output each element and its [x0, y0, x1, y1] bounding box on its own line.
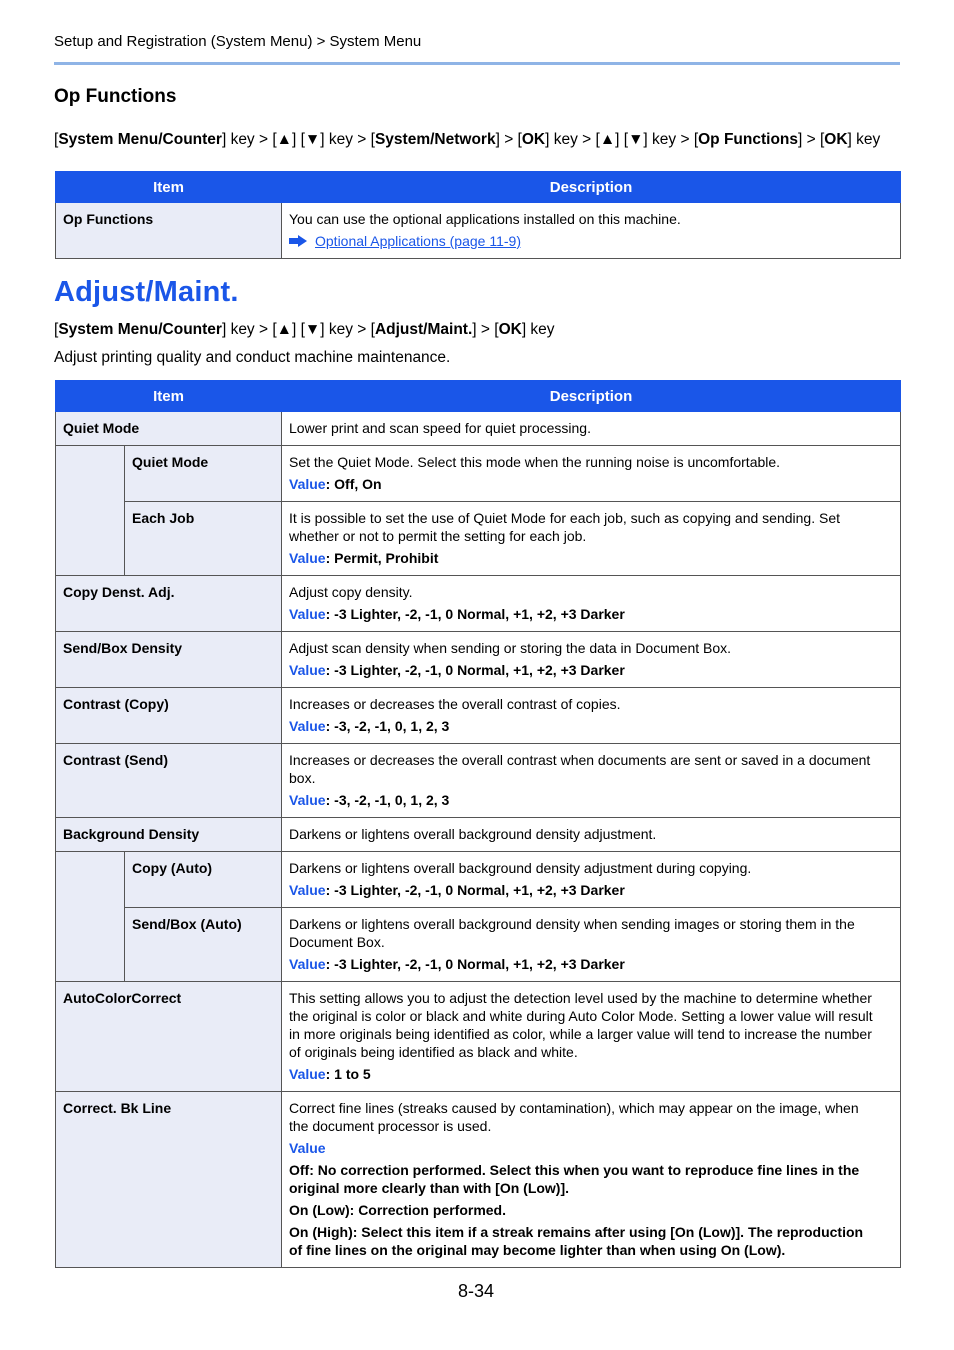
table-row — [56, 852, 901, 908]
breadcrumb: Setup and Registration (System Menu) > System Menu — [54, 33, 422, 50]
item-cell: Contrast (Copy) — [56, 688, 282, 744]
table-row — [56, 744, 901, 818]
description-cell: Increases or decreases the overall contrast of copies. Value: -3, -2, -1, 0, 1, 2, 3 — [282, 688, 901, 744]
indent-cell — [56, 852, 125, 908]
intro-text: Adjust printing quality and conduct machine maintenance. — [54, 349, 451, 366]
table-row — [56, 818, 901, 852]
item-cell: Op Functions — [56, 203, 282, 259]
col-header-description: Description — [282, 172, 901, 203]
sub-item-cell: Each Job — [125, 502, 282, 576]
description-cell: Adjust scan density when sending or storing the data in Document Box. Value: -3 Lighter, -2, -1, 0 Normal, +1, +2, +3 Darker — [282, 632, 901, 688]
sub-item-cell: Quiet Mode — [125, 446, 282, 502]
table-row — [56, 576, 901, 632]
description-cell: Darkens or lightens overall background density when sending images or storing them in the Document Box. Value: -3 Lighter, -2, -1, 0 Normal, +1, +2, +3 Darker — [282, 908, 901, 982]
header-rule — [54, 62, 900, 65]
description-cell: Adjust copy density. Value: -3 Lighter, -2, -1, 0 Normal, +1, +2, +3 Darker — [282, 576, 901, 632]
page-title: Adjust/Maint. — [54, 276, 239, 308]
item-cell: Quiet Mode — [56, 412, 282, 446]
indent-cell — [56, 908, 125, 982]
indent-cell — [56, 502, 125, 576]
table-row — [56, 502, 901, 576]
item-cell: Copy Denst. Adj. — [56, 576, 282, 632]
arrow-right-icon — [289, 235, 307, 247]
op-functions-table — [55, 171, 901, 259]
item-cell: AutoColorCorrect — [56, 982, 282, 1092]
table-row — [56, 632, 901, 688]
description-cell: Increases or decreases the overall contrast when documents are sent or saved in a document box. Value: -3, -2, -1, 0, 1, 2, 3 — [282, 744, 901, 818]
table-row — [56, 908, 901, 982]
sub-item-cell: Send/Box (Auto) — [125, 908, 282, 982]
table-row — [56, 412, 901, 446]
description-cell: Set the Quiet Mode. Select this mode when the running noise is uncomfortable. Value: Off, On — [282, 446, 901, 502]
optional-applications-link[interactable]: Optional Applications (page 11-9) — [315, 233, 521, 249]
col-header-item: Item — [56, 381, 282, 412]
description-cell: Darkens or lightens overall background density adjustment. — [282, 818, 901, 852]
indent-cell — [56, 446, 125, 502]
adjust-maint-table — [55, 380, 901, 1268]
item-cell: Send/Box Density — [56, 632, 282, 688]
keypath-adjust-maint: [System Menu/Counter] key > [▲] [▼] key > [Adjust/Maint.] > [OK] key — [54, 321, 555, 338]
keypath-op-functions: [System Menu/Counter] key > [▲] [▼] key > [System/Network] > [OK] key > [▲] [▼] key > [Op Functions] > [OK] key — [54, 131, 881, 148]
table-row — [56, 982, 901, 1092]
description-cell: Darkens or lightens overall background density adjustment during copying. Value: -3 Lighter, -2, -1, 0 Normal, +1, +2, +3 Darker — [282, 852, 901, 908]
page-number: 8-34 — [458, 1281, 495, 1301]
table-row — [56, 446, 901, 502]
col-header-item: Item — [56, 172, 282, 203]
description-cell: This setting allows you to adjust the detection level used by the machine to determine whether the original is color or black and white during Auto Color Mode. Setting a lower value will result in more originals being identified as color, while a larger value will tend to increase the number of originals being identified as black and white. Value: 1 to 5 — [282, 982, 901, 1092]
item-cell: Correct. Bk Line — [56, 1092, 282, 1268]
sub-item-cell: Copy (Auto) — [125, 852, 282, 908]
section-title-op-functions: Op Functions — [54, 86, 177, 107]
item-cell: Contrast (Send) — [56, 744, 282, 818]
col-header-description: Description — [282, 381, 901, 412]
table-row — [56, 1092, 901, 1268]
table-row — [56, 688, 901, 744]
description-cell: Lower print and scan speed for quiet processing. — [282, 412, 901, 446]
item-cell: Background Density — [56, 818, 282, 852]
description-cell: You can use the optional applications installed on this machine. Optional Applications (page 11-9) — [282, 203, 901, 259]
table-row — [56, 203, 901, 259]
description-cell: It is possible to set the use of Quiet Mode for each job, such as copying and sending. Set whether or not to permit the setting for each job. Value: Permit, Prohibit — [282, 502, 901, 576]
description-cell: Correct fine lines (streaks caused by contamination), which may appear on the image, when the document processor is used. Value Off: No correction performed. Select this when you want to reproduce fine lines in the original more clearly than with [On (Low)]. On (Low): Correction performed. On (High): Select this item if a streak remains after using [On (Low)]. The reproduction of fine lines on the original may become lighter than when using On (Low). — [282, 1092, 901, 1268]
